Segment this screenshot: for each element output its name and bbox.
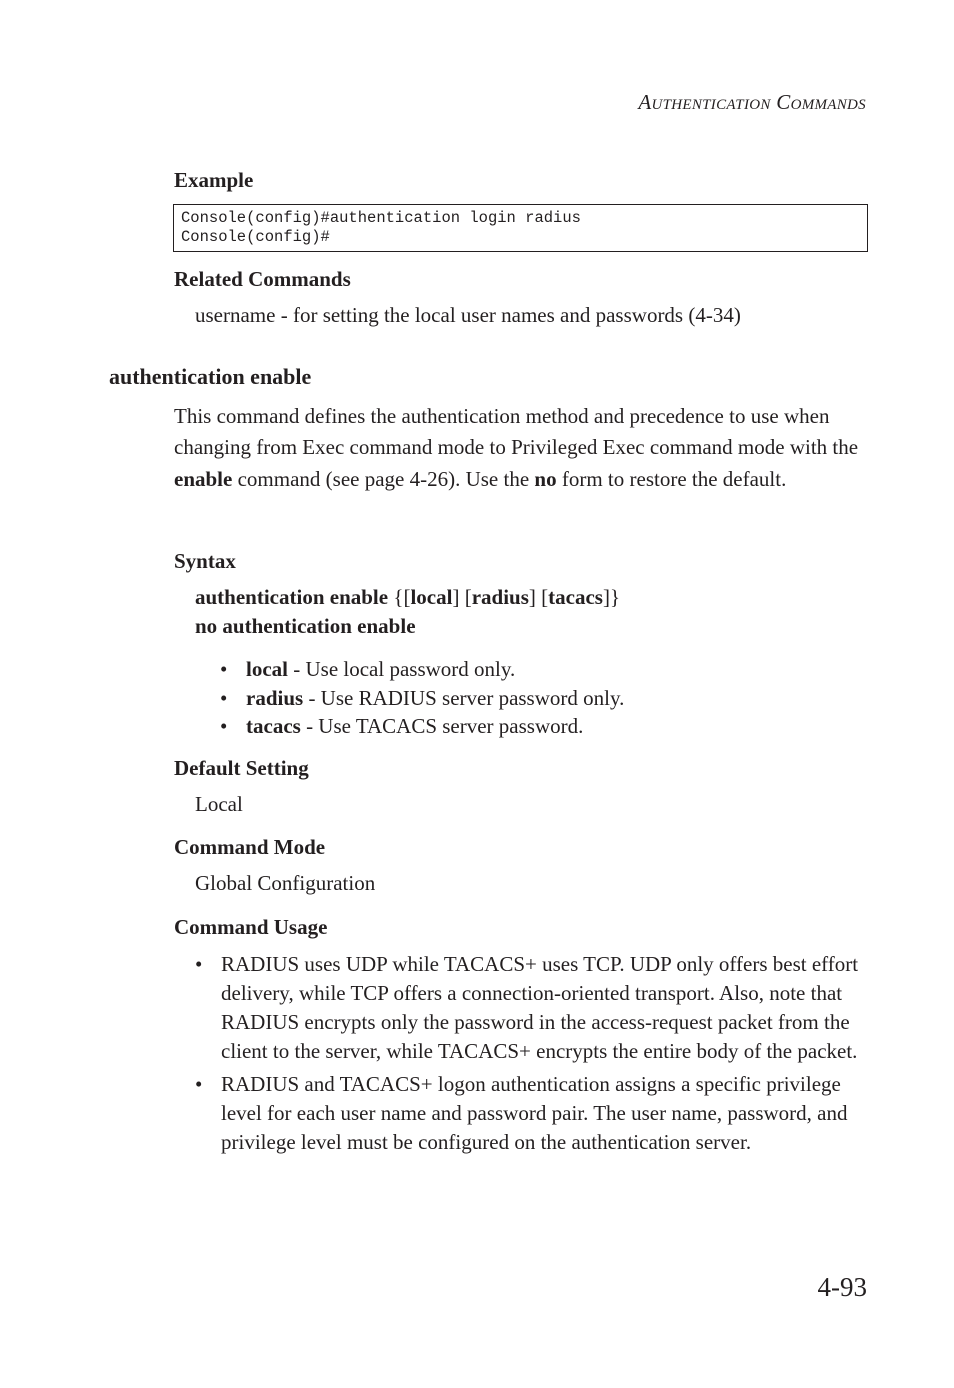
syntax-no-command: no authentication enable [195, 614, 416, 638]
syntax-options-list [220, 655, 624, 741]
command-mode-value: Global Configuration [195, 871, 376, 895]
related-commands-text: username - for setting the local user names and passwords (4-34) [195, 303, 741, 327]
list-item: • RADIUS and TACACS+ logon authentication assigns a specific privilege level for each user name and password pair. The user name, password, and privilege level must be configured on the authentication server. [195, 1072, 848, 1154]
syntax-heading: Syntax [174, 549, 236, 573]
code-example [173, 204, 868, 252]
section-description: This command defines the authentication method and precedence to use when changing from Exec command mode to Privileged Exec command mode with the enable command (see page 4-26). Use the no form to restore the default. [174, 404, 859, 491]
running-header: AUTHENTICATION COMMANDS [638, 90, 866, 114]
default-setting-value: Local [195, 792, 243, 816]
syntax-command: authentication enable {[local] [radius] [tacacs]} [195, 585, 621, 609]
list-item: • local - Use local password only. [220, 657, 516, 681]
example-heading: Example [174, 168, 254, 192]
section-title: authentication enable [109, 364, 312, 389]
code-line: Console(config)#authentication login radius [181, 209, 581, 227]
page-number: 4-93 [817, 1272, 867, 1302]
list-item: • tacacs - Use TACACS server password. [220, 714, 584, 738]
code-line: Console(config)# [181, 228, 330, 246]
list-item: • RADIUS uses UDP while TACACS+ uses TCP. UDP only offers best effort delivery, while TCP offers a connection-oriented transport. Also, note that RADIUS encrypts only the password in the access-request packet from the client to the server, while TACACS+ encrypts the entire body of the packet. [195, 952, 859, 1063]
list-item: • radius - Use RADIUS server password only. [220, 685, 625, 710]
command-usage-heading: Command Usage [174, 915, 328, 939]
default-setting-heading: Default Setting [174, 756, 309, 780]
command-mode-heading: Command Mode [174, 835, 326, 859]
command-usage-list [195, 950, 870, 1161]
related-commands-heading: Related Commands [174, 267, 351, 291]
